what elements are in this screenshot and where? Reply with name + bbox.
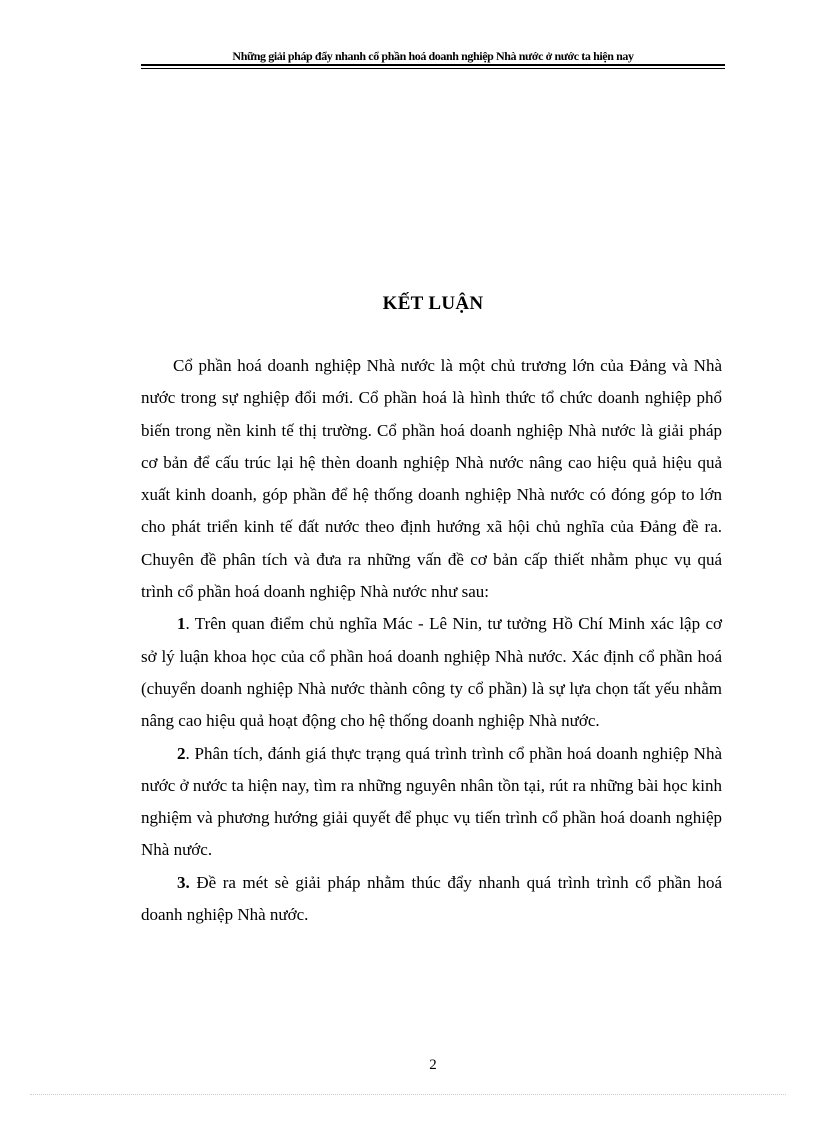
document-body — [141, 350, 722, 931]
item-text: . Trên quan điểm chủ nghĩa Mác - Lê Nin, tư tưởng Hồ Chí Minh xác lập cơ sở lý luận khoa học của cổ phần hoá doanh nghiệp Nhà nước. Xác định cổ phần hoá (chuyển doanh nghiệp Nhà nước thành công ty cổ phần) là sự lựa chọn tất yếu nhằm nâng cao hiệu quả hoạt động cho hệ thống doanh nghiệp Nhà nước. — [141, 614, 722, 731]
conclusion-item-1 — [141, 608, 722, 737]
intro-paragraph: Cổ phần hoá doanh nghiệp Nhà nước là một chủ trương lớn của Đảng và Nhà nước trong sự nghiệp đổi mới. Cổ phần hoá là hình thức tổ chức doanh nghiệp phổ biến trong nền kinh tế thị trường. Cổ phần hoá doanh nghiệp Nhà nước là giải pháp cơ bản để cấu trúc lại hệ thèn doanh nghiệp Nhà nước nâng cao hiệu quả hiệu quả xuất kinh doanh, góp phần để hệ thống doanh nghiệp Nhà nước có đóng góp to lớn cho phát triển kinh tế đất nước theo định hướng xã hội chủ nghĩa của Đảng đề ra. Chuyên đề phân tích và đưa ra những vấn đề cơ bản cấp thiết nhằm phục vụ quá trình cổ phần hoá doanh nghiệp Nhà nước như sau: — [141, 356, 722, 602]
item-number: 3. — [177, 872, 190, 892]
item-text: . Phân tích, đánh giá thực trạng quá trình trình cổ phần hoá doanh nghiệp Nhà nước ở nước ta hiện nay, tìm ra những nguyên nhân tồn tại, rút ra những bài học kinh nghiệm và phương hướng giải quyết để phục vụ tiến trình cổ phần hoá doanh nghiệp Nhà nước. — [141, 743, 722, 860]
item-number: 1 — [177, 614, 186, 634]
running-header: Những giải pháp đẩy nhanh cổ phần hoá doanh nghiệp Nhà nước ở nước ta hiện nay — [232, 49, 634, 63]
page-number: 2 — [429, 1057, 437, 1073]
conclusion-item-3 — [141, 867, 722, 932]
item-text: Đề ra mét sè giải pháp nhằm thúc đẩy nhanh quá trình trình cổ phần hoá doanh nghiệp Nhà nước. — [141, 872, 722, 925]
header-rule-thick — [141, 64, 725, 66]
item-number: 2 — [177, 743, 186, 763]
conclusion-item-2 — [141, 738, 722, 867]
footer-divider — [30, 1094, 786, 1095]
header-rule-thin — [141, 68, 725, 69]
section-title: KẾT LUẬN — [382, 293, 484, 314]
